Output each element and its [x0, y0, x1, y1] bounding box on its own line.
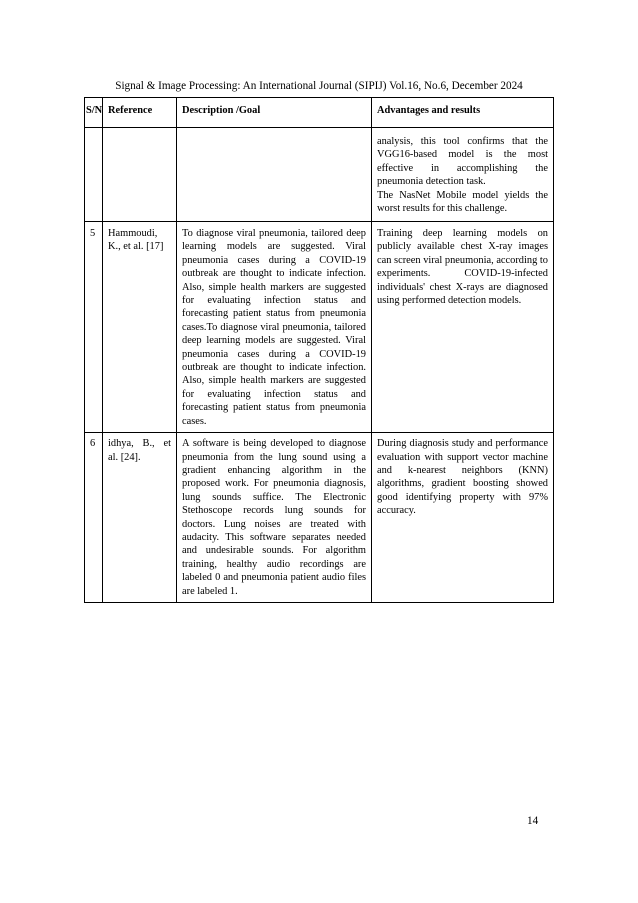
table-row-continued [85, 128, 554, 222]
cell-sn [85, 128, 103, 222]
running-header: Signal & Image Processing: An International Journal (SIPIJ) Vol.16, No.6, December 2024 [115, 80, 523, 92]
cell-advantages [372, 222, 554, 433]
cell-reference: Hammoudi, K., et al. [17] [103, 222, 177, 433]
column-header-reference: Reference [103, 98, 177, 128]
advantages-text: Training deep learning models on publicly available chest X-ray images can screen viral pneumonia, according to experiments. COVID-19-infected individuals' chest X-rays are diagnosed using performed detection models. [377, 228, 548, 307]
column-header-sn: S/N [85, 98, 103, 128]
cell-description: A software is being developed to diagnose pneumonia from the lung sound using a gradient enhancing algorithm in the proposed work. For pneumonia diagnosis, lung sounds suffice. The Electronic Stethoscope records lung sounds for doctors. Lung noises are treated with audacity. This software separates needed and undesirable sounds. For algorithm training, healthy audio recordings are labeled 0 and pneumonia patient audio files are labeled 1. [177, 433, 372, 603]
literature-review-table [84, 97, 554, 603]
cell-reference: idhya, B., et al. [24]. [103, 433, 177, 603]
table-row [85, 433, 554, 603]
page-number: 14 [527, 815, 539, 827]
cell-description [177, 128, 372, 222]
cell-advantages [372, 128, 554, 222]
column-header-description: Description /Goal [177, 98, 372, 128]
table-header-row [85, 98, 554, 128]
cell-advantages [372, 433, 554, 603]
advantages-text: The NasNet Mobile model yields the worst results for this challenge. [377, 189, 548, 215]
cell-reference [103, 128, 177, 222]
cell-sn: 5 [85, 222, 103, 433]
cell-description: To diagnose viral pneumonia, tailored deep learning models are suggested. Viral pneumonia cases during a COVID-19 outbreak are thought to indicate infection. Also, simple health markers are suggested for evaluating infection status and forecasting patient status from pneumonia cases.To diagnose viral pneumonia, tailored deep learning models are suggested. Viral pneumonia cases during a COVID-19 outbreak are thought to indicate infection. Also, simple health markers are suggested for evaluating infection status and forecasting patient status from pneumonia cases. [177, 222, 372, 433]
advantages-text: During diagnosis study and performance evaluation with support vector machine and k-nearest neighbors (KNN) algorithms, gradient boosting showed good identifying property with 97% accuracy. [377, 438, 548, 517]
cell-sn: 6 [85, 433, 103, 603]
advantages-text: analysis, this tool confirms that the VGG16-based model is the most effective in accomplishing the pneumonia detection task. [377, 136, 548, 188]
column-header-advantages: Advantages and results [372, 98, 554, 128]
table-row [85, 222, 554, 433]
